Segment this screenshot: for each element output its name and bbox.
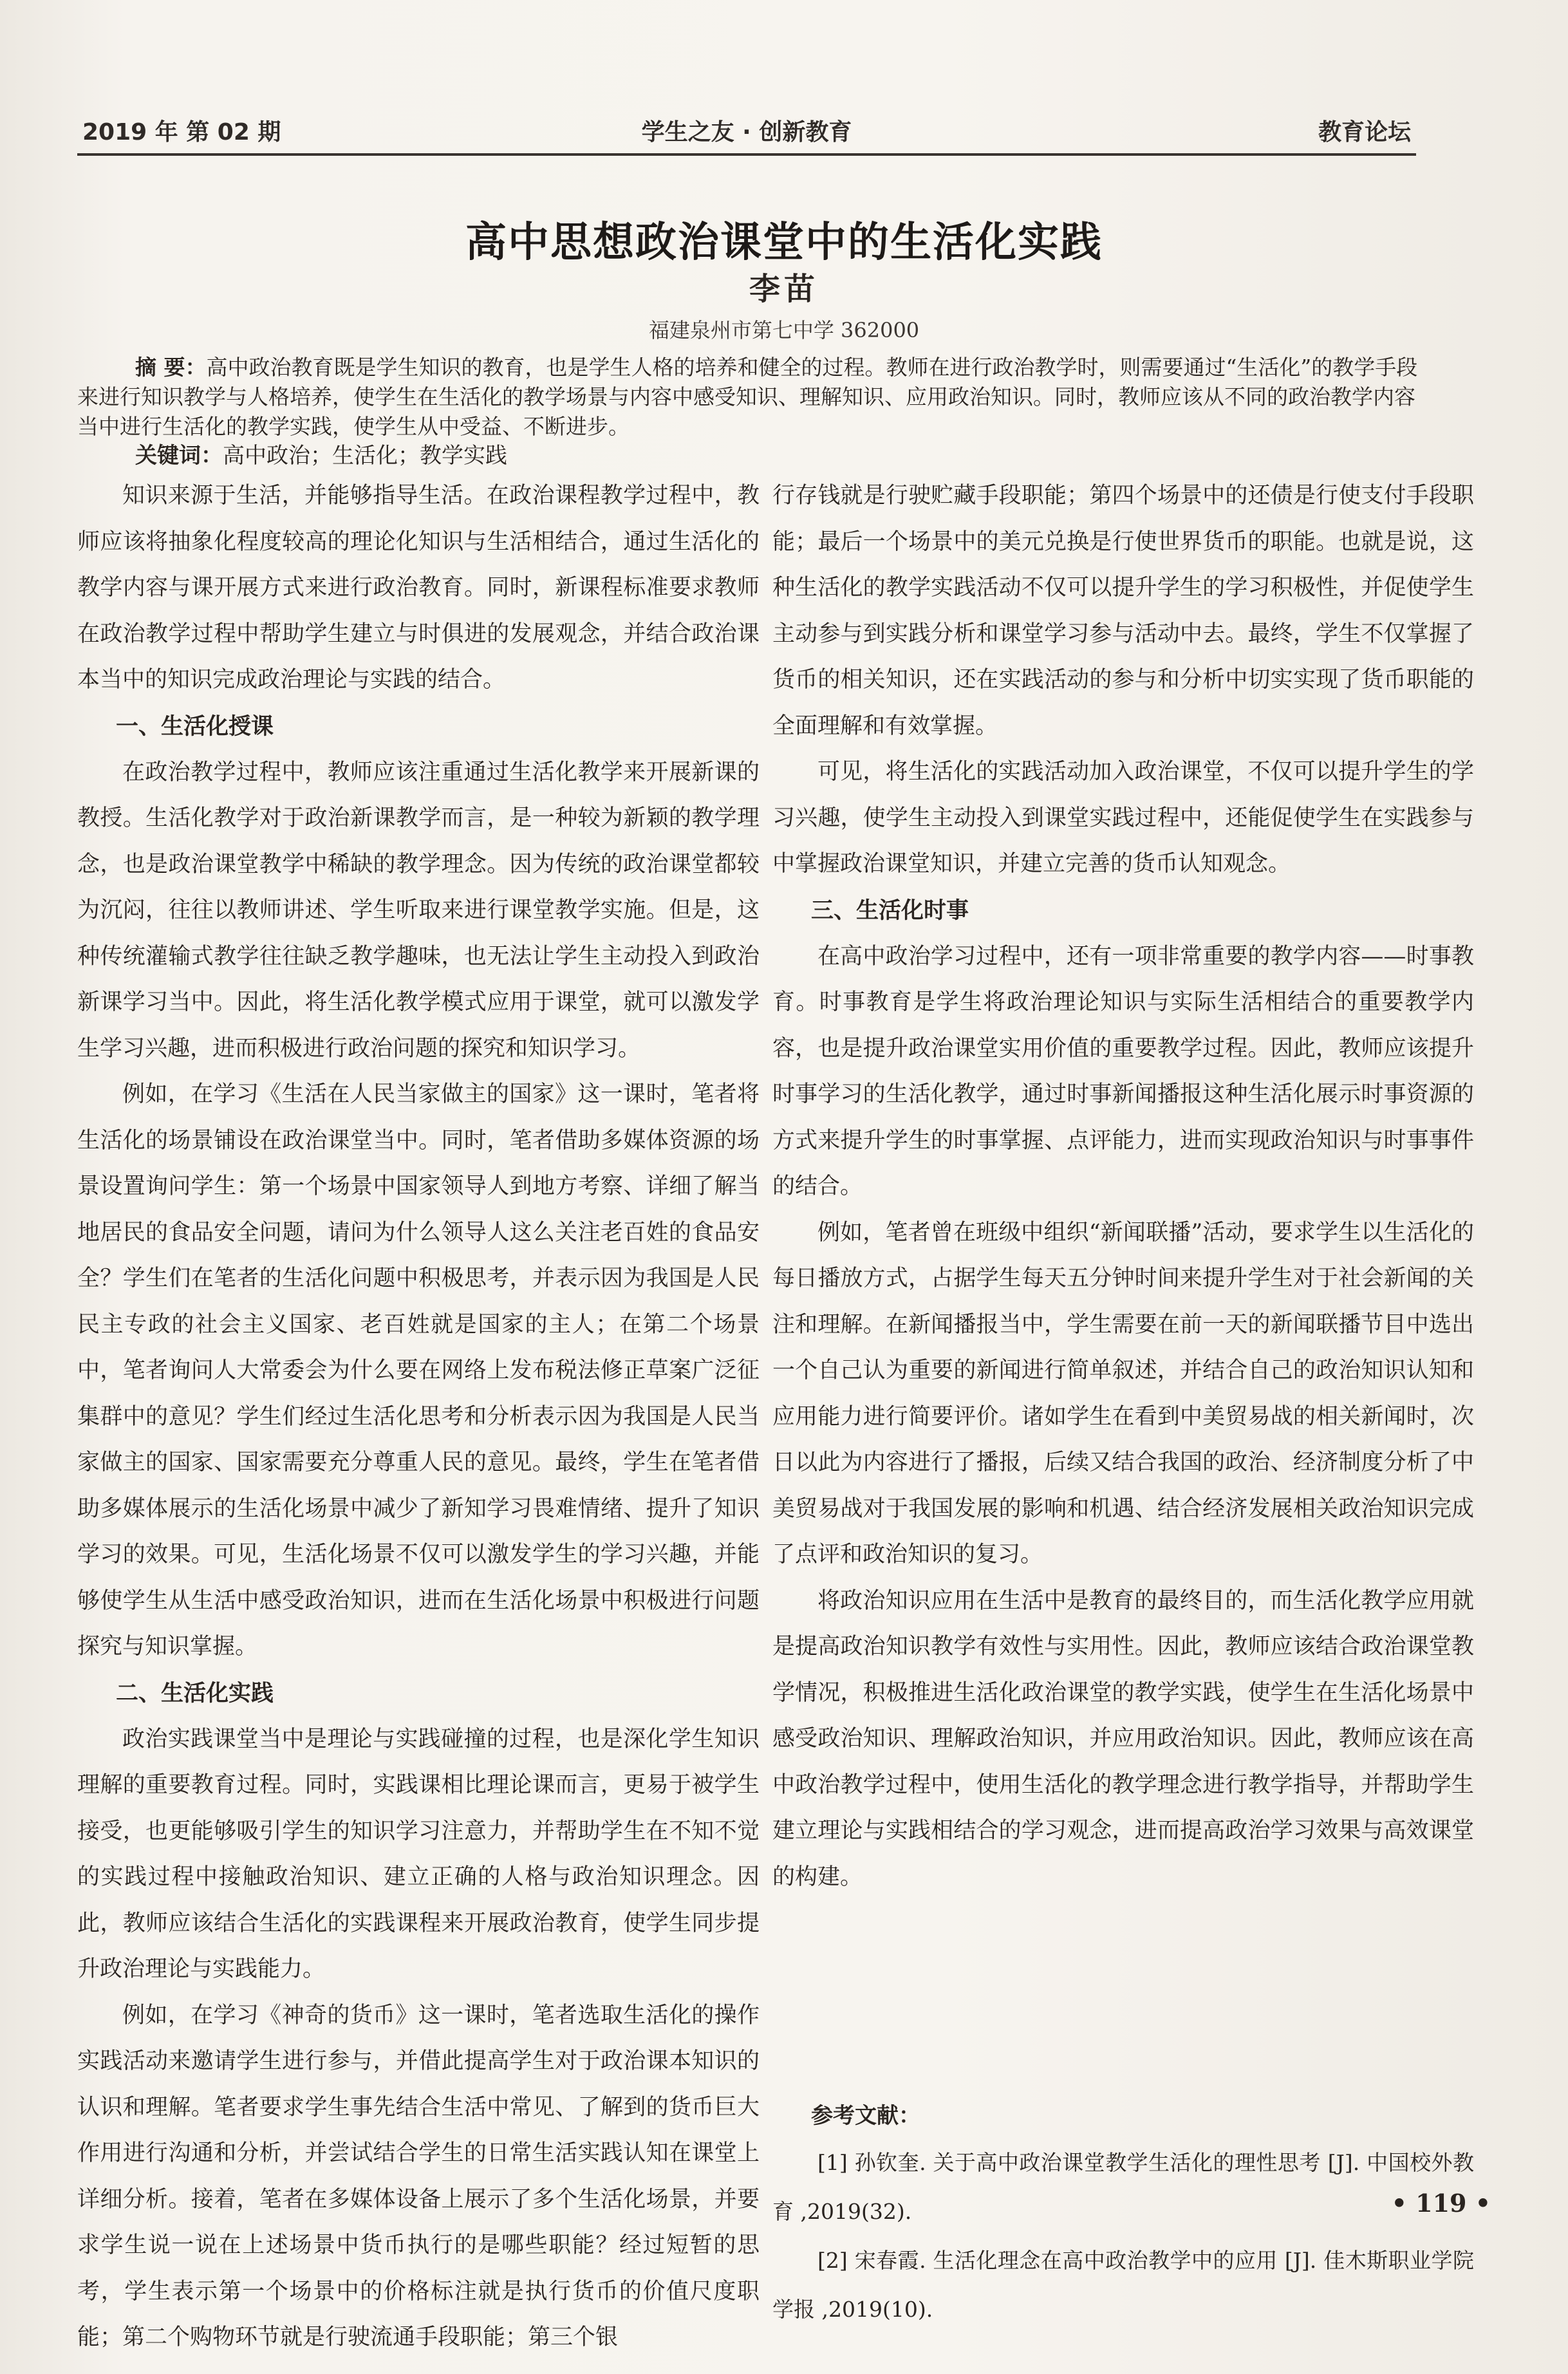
right-column <box>772 473 1474 2334</box>
keywords-label: 关键词： <box>135 443 223 469</box>
reference-item: [2] 宋春霞. 生活化理念在高中政治教学中的应用 [J]. 佳木斯职业学院学报 ,2019(10). <box>772 2248 1474 2322</box>
paragraph: 在高中政治学习过程中，还有一项非常重要的教学内容——时事教育。时事教育是学生将政治理论知识与实际生活相结合的重要教学内容，也是提升政治课堂实用价值的重要教学过程。因此，教师应该提升时事学习的生活化教学，通过时事新闻播报这种生活化展示时事资源的方式来提升学生的时事掌握、点评能力，进而实现政治知识与时事事件的结合。 <box>772 943 1474 1199</box>
paragraph: 将政治知识应用在生活中是教育的最终目的，而生活化教学应用就是提高政治知识教学有效性与实用性。因此，教师应该结合政治课堂教学情况，积极推进生活化政治课堂的教学实践，使学生在生活化场景中感受政治知识、理解政治知识，并应用政治知识。因此，教师应该在高中政治教学过程中，使用生活化的教学理念进行教学指导，并帮助学生建立理论与实践相结合的学习观念，进而提高政治学习效果与高效课堂的构建。 <box>772 1587 1474 1890</box>
paragraph: 例如，笔者曾在班级中组织“新闻联播”活动，要求学生以生活化的每日播放方式，占据学生每天五分钟时间来提升学生对于社会新闻的关注和理解。在新闻播报当中，学生需要在前一天的新闻联播节目中选出一个自己认为重要的新闻进行简单叙述，并结合自己的政治知识认知和应用能力进行简要评价。诸如学生在看到中美贸易战的相关新闻时，次日以此为内容进行了播报，后续又结合我国的政治、经济制度分析了中美贸易战对于我国发展的影响和机遇、结合经济发展相关政治知识完成了点评和政治知识的复习。 <box>772 1219 1474 1567</box>
running-header <box>77 113 1416 156</box>
article-author: 李苗 <box>749 271 819 307</box>
abstract-label: 摘 要： <box>135 355 207 380</box>
paragraph: 在政治教学过程中，教师应该注重通过生活化教学来开展新课的教授。生活化教学对于政治新课教学而言，是一种较为新颖的教学理念，也是政治课堂教学中稀缺的教学理念。因为传统的政治课堂都较为沉闷，往往以教师讲述、学生听取来进行课堂教学实施。但是，这种传统灌输式教学往往缺乏教学趣味，也无法让学生主动投入到政治新课学习当中。因此，将生活化教学模式应用于课堂，就可以激发学生学习兴趣，进而积极进行政治问题的探究和知识学习。 <box>77 759 760 1061</box>
intro-paragraph: 知识来源于生活，并能够指导生活。在政治课程教学过程中，教师应该将抽象化程度较高的理论化知识与生活相结合，通过生活化的教学内容与课开展方式来进行政治教育。同时，新课程标准要求教师在政治教学过程中帮助学生建立与时俱进的发展观念，并结合政治课本当中的知识完成政治理论与实践的结合。 <box>77 483 760 693</box>
abstract <box>77 353 1423 442</box>
section-name: 教育论坛 <box>1318 119 1411 145</box>
abstract-text: 高中政治教育既是学生知识的教育，也是学生人格的培养和健全的过程。教师在进行政治教学时，则需要通过“生活化”的教学手段来进行知识教学与人格培养，使学生在生活化的教学场景与内容中感受知识、理解知识、应用政治知识。同时，教师应该从不同的政治教学内容当中进行生活化的教学实践，使学生从中受益、不断进步。 <box>77 355 1418 439</box>
paragraph-continued: 行存钱就是行驶贮藏手段职能；第四个场景中的还债是行使支付手段职能；最后一个场景中的美元兑换是行使世界货币的职能。也就是说，这种生活化的教学实践活动不仅可以提升学生的学习积极性，并促使学生主动参与到实践分析和课堂学习参与活动中去。最终，学生不仅掌握了货币的相关知识，还在实践活动的参与和分析中切实实现了货币职能的全面理解和有效掌握。 <box>772 483 1474 739</box>
keywords-text: 高中政治；生活化；教学实践 <box>223 443 507 469</box>
left-column <box>77 473 760 2361</box>
article-title: 高中思想政治课堂中的生活化实践 <box>465 219 1103 266</box>
paragraph: 政治实践课堂当中是理论与实践碰撞的过程，也是深化学生知识理解的重要教育过程。同时，实践课相比理论课而言，更易于被学生接受，也更能够吸引学生的知识学习注意力，并帮助学生在不知不觉的实践过程中接触政治知识、建立正确的人格与政治知识理念。因此，教师应该结合生活化的实践课程来开展政治教育，使学生同步提升政治理论与实践能力。 <box>77 1726 760 1982</box>
paragraph: 例如，在学习《生活在人民当家做主的国家》这一课时，笔者将生活化的场景铺设在政治课堂当中。同时，笔者借助多媒体资源的场景设置询问学生：第一个场景中国家领导人到地方考察、详细了解当地居民的食品安全问题，请问为什么领导人这么关注老百姓的食品安全？学生们在笔者的生活化问题中积极思考，并表示因为我国是人民民主专政的社会主义国家、老百姓就是国家的主人；在第二个场景中，笔者询问人大常委会为什么要在网络上发布税法修正草案广泛征集群中的意见？学生们经过生活化思考和分析表示因为我国是人民当家做主的国家、国家需要充分尊重人民的意见。最终，学生在笔者借助多媒体展示的生活化场景中减少了新知学习畏难情绪、提升了知识学习的效果。可见，生活化场景不仅可以激发学生的学习兴趣，并能够使学生从生活中感受政治知识，进而在生活化场景中积极进行问题探究与知识掌握。 <box>77 1081 760 1659</box>
section-heading-2: 二、生活化实践 <box>116 1680 274 1706</box>
page-number: • 119 • <box>1391 2189 1491 2218</box>
paragraph: 可见，将生活化的实践活动加入政治课堂，不仅可以提升学生的学习兴趣，使学生主动投入到课堂实践过程中，还能促使学生在实践参与中掌握政治课堂知识，并建立完善的货币认知观念。 <box>772 759 1474 877</box>
references-title: 参考文献： <box>811 2103 920 2129</box>
reference-item: [1] 孙钦奎. 关于高中政治课堂教学生活化的理性思考 [J]. 中国校外教育 ,2019(32). <box>772 2150 1474 2224</box>
author-affiliation: 福建泉州市第七中学 362000 <box>648 318 920 342</box>
paragraph: 例如，在学习《神奇的货币》这一课时，笔者选取生活化的操作实践活动来邀请学生进行参与，并借此提高学生对于政治课本知识的认识和理解。笔者要求学生事先结合生活中常见、了解到的货币巨大作用进行沟通和分析，并尝试结合学生的日常生活实践认知在课堂上详细分析。接着，笔者在多媒体设备上展示了多个生活化场景，并要求学生说一说在上述场景中货币执行的是哪些职能？经过短暂的思考，学生表示第一个场景中的价格标注就是执行货币的价值尺度职能；第二个购物环节就是行驶流通手段职能；第三个银 <box>77 2002 760 2350</box>
section-heading-3: 三、生活化时事 <box>811 897 969 924</box>
references <box>772 2093 1474 2334</box>
keywords <box>135 438 507 469</box>
journal-name: 学生之友 · 创新教育 <box>641 119 852 145</box>
section-heading-1: 一、生活化授课 <box>116 713 274 740</box>
issue-label: 2019 年 第 02 期 <box>82 119 281 145</box>
